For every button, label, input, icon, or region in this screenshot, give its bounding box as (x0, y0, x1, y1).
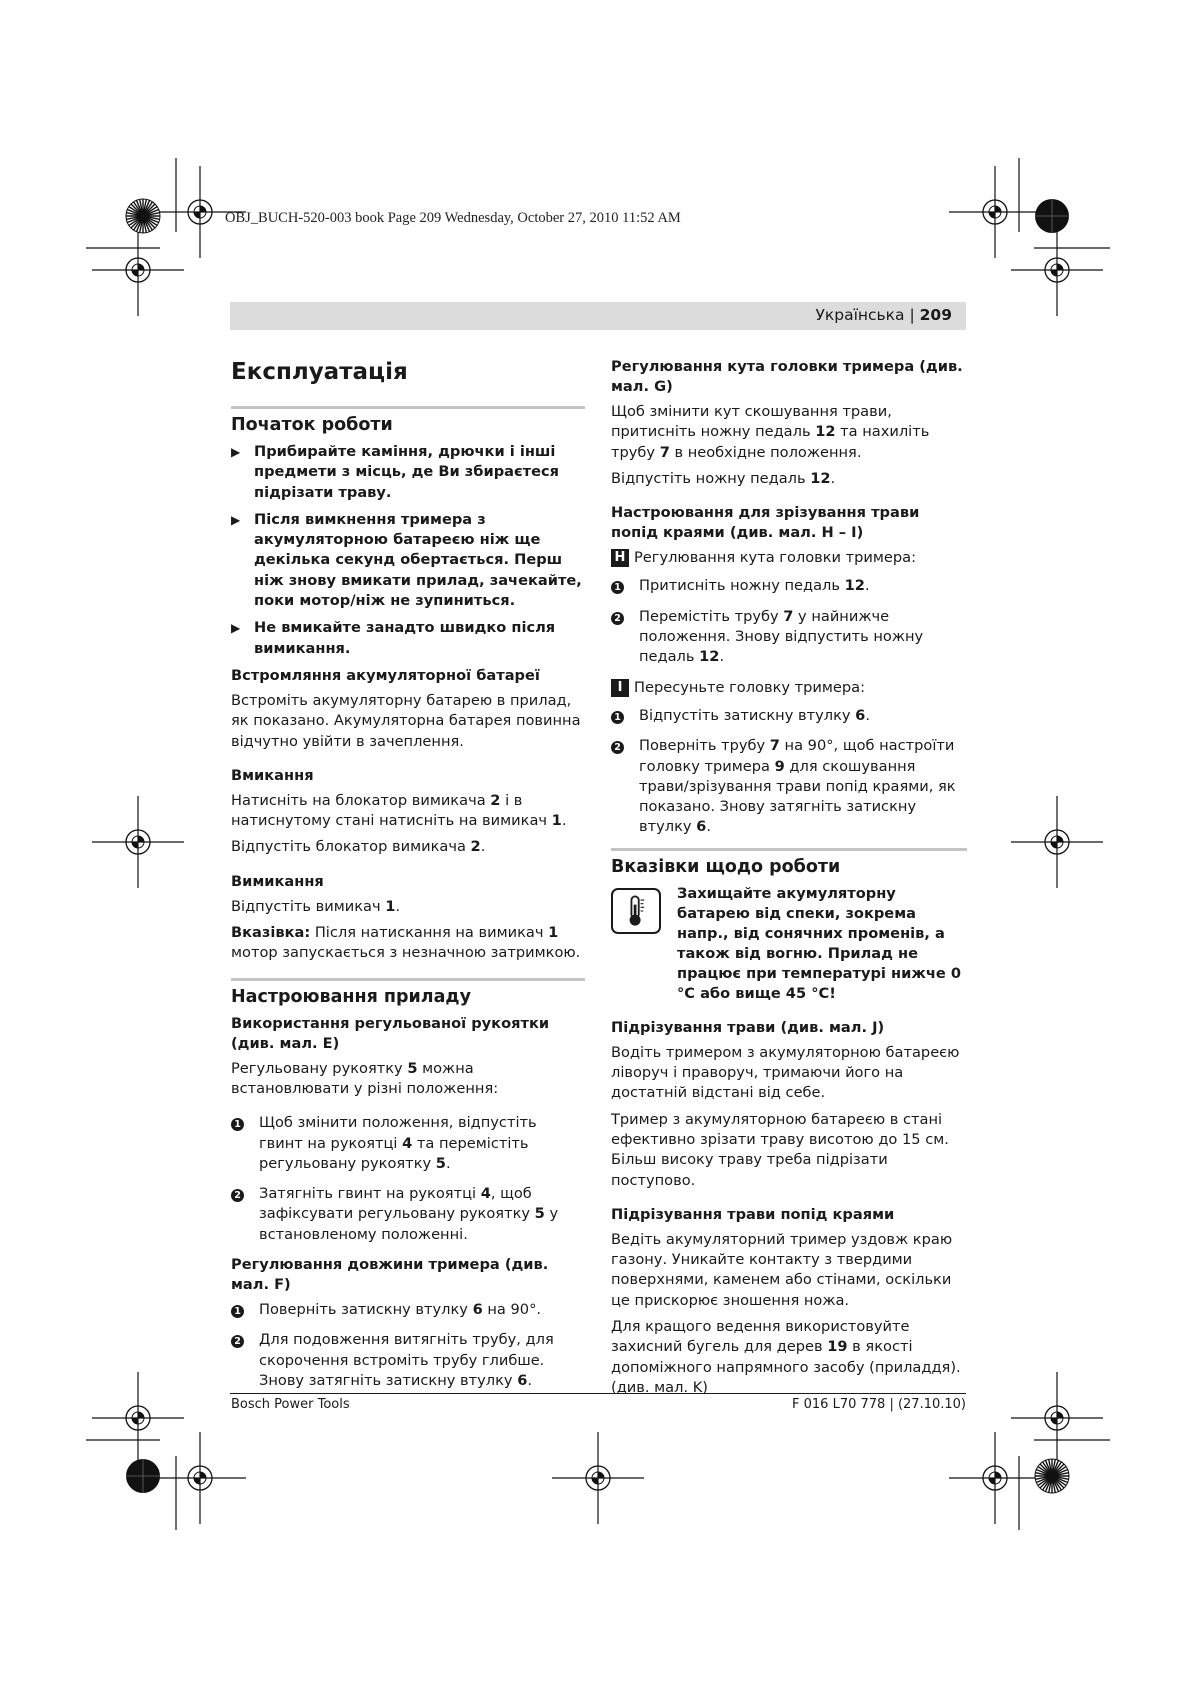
section-heading-start: Початок роботи (231, 406, 585, 436)
note-paragraph: Вказівка: Після натискання на вимикач 1 мотор запускається з незначною затримкою. (231, 924, 581, 962)
footer-doc-number: F 016 L70 778 | (27.10.10) (792, 1397, 966, 1412)
paragraph: Відпустіть ножну педаль 12. (611, 469, 836, 487)
triangle-bullet-icon: ▶ (231, 621, 241, 636)
section-heading-setup: Настроювання приладу (231, 978, 585, 1008)
figure-ref-i: I Пересуньте головку тримера: (611, 678, 967, 698)
numbered-step: 1 Притисніть ножну педаль 12. (611, 576, 967, 596)
figure-ref-h: H Регулювання кута головки тримера: (611, 548, 967, 568)
footer-rule (230, 1393, 966, 1394)
subheading-insert-battery: Встромляння акумуляторної батареї (231, 666, 540, 684)
list-item: ▶ Не вмикайте занадто швидко після вимикання. (231, 618, 585, 659)
subheading-handle: Використання регульованої рукоятки (див. мал. E) (231, 1014, 550, 1052)
numbered-step: 2 Затягніть гвинт на рукоятці 4, щоб зафіксувати регульовану рукоятку 5 у встановленому положенні. (231, 1184, 585, 1245)
paragraph: Тример з акумуляторною батареєю в стані ефективно зрізати траву висотою до 15 см. Більш високу траву треба підрізати поступово. (611, 1110, 949, 1189)
numbered-step: 1 Поверніть затискну втулку 6 на 90°. (231, 1300, 585, 1320)
print-slug: OBJ_BUCH-520-003 book Page 209 Wednesday, October 27, 2010 11:52 AM (225, 210, 681, 226)
step-number-icon: 2 (231, 1189, 244, 1202)
paragraph: Для кращого ведення використовуйте захисний бугель для дерев 19 в якості допоміжного напрямного засобу (приладдя). (див. мал. K) (611, 1318, 961, 1396)
header-language: Українська | (815, 306, 915, 324)
step-number-icon: 1 (611, 581, 624, 594)
numbered-step: 1 Щоб змінити положення, відпустіть гвинт на рукоятці 4 та перемістіть регульовану рукоятку 5. (231, 1113, 585, 1174)
list-item: ▶ Прибирайте каміння, дрючки і інші предмети з місць, де Ви збираєтеся підрізати траву. (231, 442, 585, 503)
list-item: ▶ Після вимкнення тримера з акумуляторною батареєю ніж ще декілька секунд обертається. Перш ніж знову вмикати прилад, зачекайте, поки мотор/ніж не зупиниться. (231, 510, 585, 611)
subheading-switch-on: Вмикання (231, 766, 314, 784)
right-column (611, 357, 967, 1404)
section-heading-tips: Вказівки щодо роботи (611, 848, 967, 878)
paragraph: Регульовану рукоятку 5 можна встановлювати у різні положення: (231, 1059, 499, 1097)
subheading-edge-cutting: Підрізування трави попід краями (611, 1205, 895, 1223)
temperature-warning (611, 884, 967, 1004)
step-number-icon: 2 (611, 741, 624, 754)
page-header (230, 302, 966, 330)
left-column (231, 357, 585, 1401)
triangle-bullet-icon: ▶ (231, 512, 241, 527)
numbered-step: 2 Для подовження витягніть трубу, для скорочення встроміть трубу глибше. Знову затягніть затискну втулку 6. (231, 1330, 585, 1391)
paragraph: Встроміть акумуляторну батарею в прилад, як показано. Акумуляторна батарея повинна відчутно увійти в зачеплення. (231, 691, 581, 750)
paragraph: Ведіть акумуляторний тример уздовж краю газону. Уникайте контакту з твердими поверхнями, каменем або стінами, оскільки це прискорює зношення ножа. (611, 1230, 953, 1309)
subheading-cutting: Підрізування трави (див. мал. J) (611, 1018, 885, 1036)
figure-letter-icon: I (611, 679, 629, 697)
figure-letter-icon: H (611, 549, 629, 567)
triangle-bullet-icon: ▶ (231, 445, 241, 459)
paragraph: Відпустіть вимикач 1. (231, 897, 401, 915)
footer-brand: Bosch Power Tools (231, 1397, 350, 1412)
step-number-icon: 1 (231, 1118, 244, 1131)
step-number-icon: 1 (611, 711, 624, 724)
page-title: Експлуатація (231, 359, 408, 385)
warning-text: Захищайте акумуляторну батарею від спеки, зокрема напр., від сонячних променів, а також від вогню. Прилад не працює при температурі нижче 0 °C або вище 45 °C! (677, 884, 961, 1002)
paragraph: Щоб змінити кут скошування трави, притисніть ножну педаль 12 та нахиліть трубу 7 в необхідне положення. (611, 403, 930, 461)
step-number-icon: 2 (231, 1335, 244, 1348)
subheading-edge-setup: Настроювання для зрізування трави попід краями (див. мал. H – I) (611, 504, 920, 542)
paragraph: Водіть тримером з акумуляторною батареєю ліворуч і праворуч, тримаючи його на достатній відстані від себе. (611, 1043, 960, 1102)
subheading-switch-off: Вимикання (231, 872, 324, 890)
step-number-icon: 2 (611, 612, 624, 625)
numbered-step: 2 Поверніть трубу 7 на 90°, щоб настроїти головку тримера 9 для скошування трави/зрізування трави попід краями, як показано. Знову затягніть затискну втулку 6. (611, 736, 967, 837)
paragraph: Натисніть на блокатор вимикача 2 і в натиснутому стані натисніть на вимикач 1. (231, 791, 567, 830)
step-number-icon: 1 (231, 1305, 244, 1318)
subheading-angle: Регулювання кута головки тримера (див. мал. G) (611, 358, 963, 395)
page-number: 209 (919, 306, 952, 324)
numbered-step: 2 Перемістіть трубу 7 у найнижче положення. Знову відпустить ножну педаль 12. (611, 607, 967, 668)
thermometer-icon (611, 888, 661, 934)
paragraph: Відпустіть блокатор вимикача 2. (231, 838, 486, 856)
numbered-step: 1 Відпустіть затискну втулку 6. (611, 706, 967, 726)
subheading-length: Регулювання довжини тримера (див. мал. F) (231, 1256, 549, 1294)
